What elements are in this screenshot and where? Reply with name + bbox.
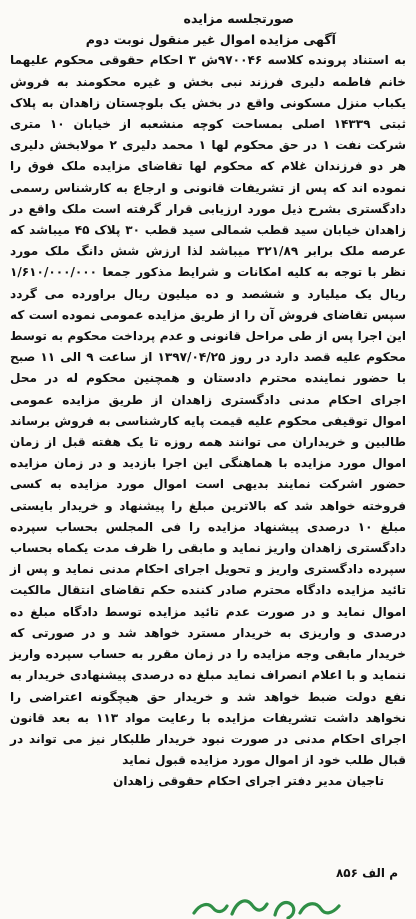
notice-body: به استناد پرونده کلاسه ۹۷۰۰۴۶ش ۳ احکام حقوقی محکوم علیهما خانم فاطمه دلیری فرزند نبی بخش و غیره محکومند به فروش یکباب منزل مسکونی واقع در بخش یک بلوچستان زاهدان به پلاک ثبتی ۱۴۳۳۹ اصلی بمساحت کوچه منشعبه از خیابان ۱۰ متری شرکت نفت ۱ در حق محکوم لها ۱ محمد دلیری ۲ مولابخش دلیری هر دو فرزندان غلام که محکوم لها تقاضای مزایده ملک فوق را نموده اند که پس از تشریفات قانونی و ارجاع به کارشناس رسمی دادگستری بشرح ذیل مورد ارزیابی قرار گرفته است ملک واقع در زاهدان خیابان سید قطب شمالی سید قطب ۳۰ پلاک ۴۵ میباشد که عرصه ملک برابر ۳۲۱/۸۹ میباشد لذا ارزش شش دانگ ملک مورد نظر با توجه به کلیه امکانات و شرایط مذکور جمعا ۱/۶۱۰/۰۰۰/۰۰۰ ریال یک میلیارد و ششصد و ده میلیون ریال براورده می گردد سپس تقاضای فروش آن را از طریق مزایده عمومی نموده است که این اجرا پس از طی مراحل قانونی و عدم پرداخت محکوم به توسط محکوم علیه قصد دارد در روز ۱۳۹۷/۰۴/۲۵ از ساعت ۹ الی ۱۱ صبح با حضور نماینده محترم دادستان و همچنین محکوم له در محل اجرای احکام مدنی دادگستری زاهدان از طریق مزایده عمومی اموال توقیفی محکوم علیه قیمت پایه کارشناسی به فروش برساند طالبین و خریداران می توانند همه روزه تا یک هفته قبل از زمان اموال مورد مزایده با هماهنگی این اجرا بازدید و در زمان مزایده حضور اشرکت نمایند بدیهی است اموال مورد مزایده به کسی فروخته خواهد شد که بالاترین مبلغ را پیشنهاد و خریدار بایستی مبلغ ۱۰ درصدی پیشنهاد مزایده را فی المجلس بحساب سپرده دادگستری زاهدان واریز نماید و مابقی را ظرف مدت یکماه بحساب سپرده دادگستری واریز و تحویل اجرای احکام مدنی نماید و پس از تائید مزایده دادگاه محترم صادر کننده حکم تقاضای انتقال مالکیت اموال نماید و در صورت عدم تائید مزایده توسط دادگاه مبلغ ده درصدی و واریزی به خریدار مسترد خواهد شد و در صورتی که خریدار مابقی وجه مزایده را در زمان مقرر به حساب سپرده واریز ننماید و با اعلام انصراف نماید مبلغ ده درصدی پیشنهادی خریدار به نفع دولت ضبط خواهد شد و خریدار حق هیچگونه اعتراضی را نخواهد داشت تشریفات مزایده با رعایت مواد ۱۱۳ به بعد قانون اجرای احکام مدنی در صورت نبود خریدار طلبکار نیز می تواند در قبال طلب خود از اموال مورد مزایده قبول نماید bbox=[10, 53, 407, 768]
notice-code: م الف ۸۵۶ bbox=[335, 866, 398, 880]
notice-signature: تاجیان مدیر دفتر اجرای احکام حقوقی زاهدان bbox=[113, 774, 384, 789]
green-stamp-mark bbox=[188, 884, 348, 919]
auction-notice bbox=[10, 8, 406, 793]
notice-title: صورتجلسه مزایده bbox=[183, 11, 294, 26]
notice-subtitle: آگهی مزایده اموال غیر منقول نوبت دوم bbox=[85, 32, 336, 48]
